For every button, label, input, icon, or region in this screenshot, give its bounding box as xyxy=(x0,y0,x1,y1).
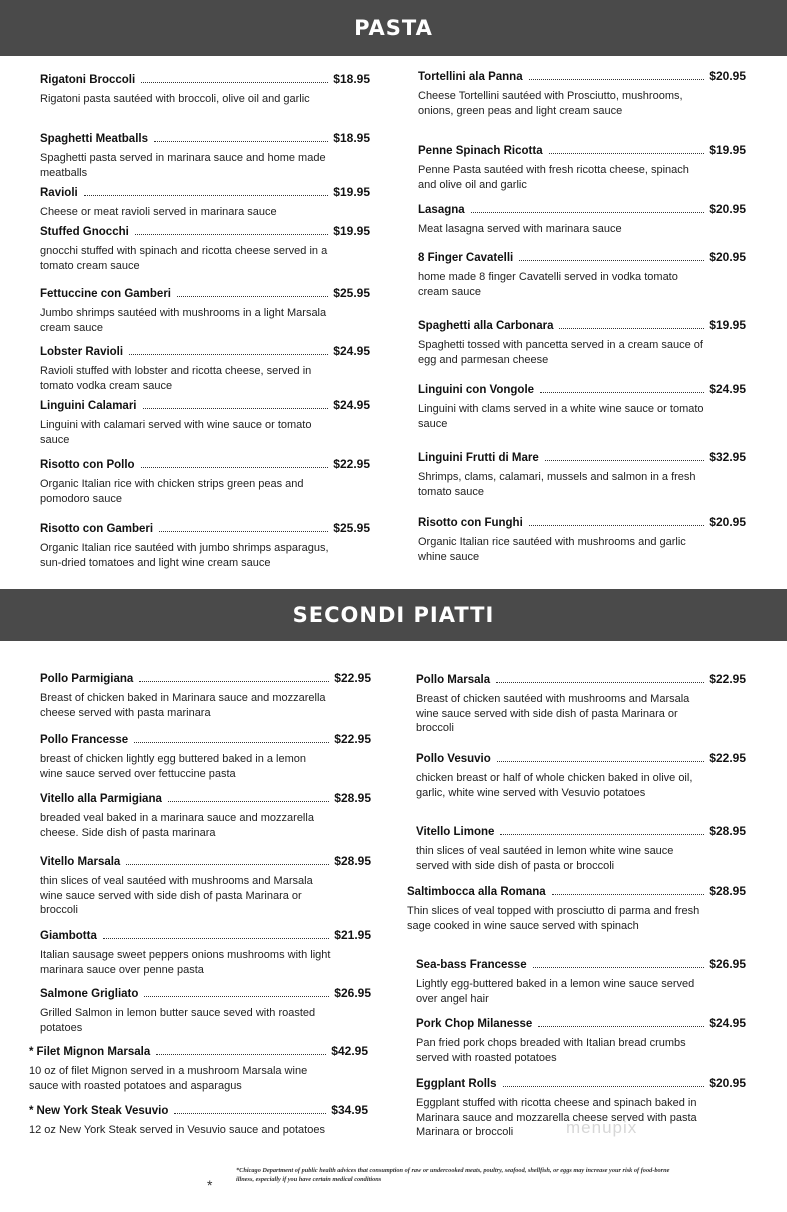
menu-item-price: $20.95 xyxy=(709,250,746,264)
menu-item-price: $24.95 xyxy=(709,1016,746,1030)
dot-leader xyxy=(135,225,328,235)
menu-item-price: $19.95 xyxy=(333,224,370,238)
menu-item-price: $28.95 xyxy=(334,854,371,868)
dot-leader xyxy=(159,522,328,532)
dot-leader xyxy=(134,733,329,743)
dot-leader xyxy=(500,825,704,835)
menu-item-name: Pollo Parmigiana xyxy=(40,673,134,685)
menu-item-description: Penne Pasta sautéed with fresh ricotta cheese, spinach and olive oil and garlic xyxy=(418,164,689,191)
menu-item-name: Linguini Calamari xyxy=(40,400,137,412)
dot-leader xyxy=(549,144,705,154)
dot-leader xyxy=(126,855,329,865)
menu-item xyxy=(40,791,371,840)
menu-item-price: $25.95 xyxy=(333,286,370,300)
menu-item xyxy=(40,224,370,273)
dot-leader xyxy=(552,885,705,895)
dot-leader xyxy=(533,958,705,968)
menu-item-description: Spaghetti tossed with pancetta served in a cream sauce of egg and parmesan cheese xyxy=(418,339,703,366)
menu-item-price: $42.95 xyxy=(331,1044,368,1058)
menu-item xyxy=(29,1044,368,1093)
menu-item-heading xyxy=(40,344,370,358)
menu-item-price: $20.95 xyxy=(709,1076,746,1090)
menu-item xyxy=(418,318,746,367)
menu-item-description: Organic Italian rice sautéed with jumbo shrimps asparagus, sun-dried tomatoes and light wine cream sauce xyxy=(40,542,329,569)
menu-item xyxy=(418,515,746,564)
menu-item xyxy=(416,1016,746,1065)
menu-item-price: $28.95 xyxy=(709,824,746,838)
dot-leader xyxy=(545,451,705,461)
menu-item-name: Risotto con Gamberi xyxy=(40,523,154,535)
dot-leader xyxy=(129,345,328,355)
menu-item xyxy=(416,824,746,873)
menu-item xyxy=(407,884,746,933)
dot-leader xyxy=(143,399,329,409)
raw-advisory-asterisk: * xyxy=(29,1046,34,1058)
menu-item xyxy=(40,854,371,918)
menu-item-price: $22.95 xyxy=(709,751,746,765)
menu-item-name: Risotto con Pollo xyxy=(40,459,135,471)
menu-item-price: $20.95 xyxy=(709,202,746,216)
menu-item-price: $26.95 xyxy=(709,957,746,971)
menu-item-name: 8 Finger Cavatelli xyxy=(418,252,514,264)
dot-leader xyxy=(168,792,329,802)
menu-item-heading xyxy=(418,450,746,464)
menu-item-description: Breast of chicken baked in Marinara sauce and mozzarella cheese served with pasta marinara xyxy=(40,692,326,719)
menu-item-price: $22.95 xyxy=(709,672,746,686)
menu-item-price: $25.95 xyxy=(333,521,370,535)
menu-item xyxy=(40,398,370,447)
menu-item-description: Meat lasagna served with marinara sauce xyxy=(418,223,622,235)
dot-leader xyxy=(519,251,704,261)
menu-item-description: Jumbo shrimps sautéed with mushrooms in a light Marsala cream sauce xyxy=(40,307,327,334)
menu-item-description: Organic Italian rice with chicken strips green peas and pomodoro sauce xyxy=(40,478,304,505)
menu-item-heading xyxy=(418,515,746,529)
menu-item-price: $18.95 xyxy=(333,131,370,145)
menu-item xyxy=(416,957,746,1006)
menu-item-description: Italian sausage sweet peppers onions mushrooms with light marinara sauce over penne pasta xyxy=(40,949,331,976)
menu-item-heading xyxy=(40,986,371,1000)
menu-item-price: $19.95 xyxy=(709,143,746,157)
menu-item xyxy=(416,672,746,736)
dot-leader xyxy=(141,73,328,83)
menu-item-heading xyxy=(416,751,746,765)
menu-item-description: Thin slices of veal topped with prosciutto di parma and fresh sage cooked in wine sauce served with spinach xyxy=(407,905,700,932)
menu-item-name: Lasagna xyxy=(418,204,465,216)
menu-item-price: $28.95 xyxy=(709,884,746,898)
menu-item-name: Giambotta xyxy=(40,930,97,942)
dot-leader xyxy=(144,987,329,997)
menu-item-name: Vitello Marsala xyxy=(40,856,121,868)
menu-item-description: Lightly egg-buttered baked in a lemon wine sauce served over angel hair xyxy=(416,978,695,1005)
menu-item-price: $19.95 xyxy=(333,185,370,199)
menu-item-description: Organic Italian rice sautéed with mushrooms and garlic whine sauce xyxy=(418,536,686,563)
menu-item-description: home made 8 finger Cavatelli served in vodka tomato cream sauce xyxy=(418,271,678,298)
menu-item-name: Vitello alla Parmigiana xyxy=(40,793,162,805)
menu-item-heading xyxy=(29,1103,368,1117)
menu-item-price: $32.95 xyxy=(709,450,746,464)
dot-leader xyxy=(503,1077,705,1087)
menu-item xyxy=(40,732,371,781)
menu-item-price: $20.95 xyxy=(709,69,746,83)
menu-item-name: Linguini con Vongole xyxy=(418,384,535,396)
menu-item-heading xyxy=(40,131,370,145)
menu-item-name: Filet Mignon Marsala xyxy=(36,1046,151,1058)
menu-item-name: Saltimbocca alla Romana xyxy=(407,886,546,898)
menu-item-description: chicken breast or half of whole chicken baked in olive oil, garlic, white wine served with Vesuvio potatoes xyxy=(416,772,693,799)
menu-item-price: $34.95 xyxy=(331,1103,368,1117)
menu-item xyxy=(40,185,370,220)
menu-item-price: $19.95 xyxy=(709,318,746,332)
dot-leader xyxy=(154,132,328,142)
menu-item-name: Fettuccine con Gamberi xyxy=(40,288,172,300)
menu-item xyxy=(40,457,370,506)
menu-item-heading xyxy=(418,69,746,83)
dot-leader xyxy=(156,1045,326,1055)
menu-item-heading xyxy=(416,1076,746,1090)
menu-item-heading xyxy=(40,286,370,300)
menu-item-price: $21.95 xyxy=(334,928,371,942)
menu-item-price: $28.95 xyxy=(334,791,371,805)
menu-item-description: thin slices of veal sautéed in lemon white wine sauce served with side dish of pasta or broccoli xyxy=(416,845,674,872)
dot-leader xyxy=(529,70,705,80)
dot-leader xyxy=(496,673,704,683)
menu-item-description: Linguini with calamari served with wine sauce or tomato sauce xyxy=(40,419,312,446)
menu-item-heading xyxy=(416,957,746,971)
menu-item-heading xyxy=(418,202,746,216)
menu-item-name: Eggplant Rolls xyxy=(416,1078,497,1090)
menu-item-price: $22.95 xyxy=(334,671,371,685)
menu-item-heading xyxy=(40,398,370,412)
pasta-section-title: PASTA xyxy=(354,16,433,40)
menu-item-heading xyxy=(40,854,371,868)
menu-item-heading xyxy=(40,671,371,685)
dot-leader xyxy=(471,203,705,213)
dot-leader xyxy=(559,319,704,329)
menu-item-name: Lobster Ravioli xyxy=(40,346,124,358)
menu-item-description: Pan fried pork chops breaded with Italian bread crumbs served with roasted potatoes xyxy=(416,1037,686,1064)
menu-item xyxy=(418,143,746,192)
menu-item-name: Pork Chop Milanesse xyxy=(416,1018,533,1030)
menu-item-description: Shrimps, clams, calamari, mussels and salmon in a fresh tomato sauce xyxy=(418,471,696,498)
menu-item-price: $18.95 xyxy=(333,72,370,86)
menu-item-name: Risotto con Funghi xyxy=(418,517,523,529)
menu-item-description: breaded veal baked in a marinara sauce and mozzarella cheese. Side dish of pasta marinara xyxy=(40,812,314,839)
menu-item-heading xyxy=(418,143,746,157)
secondi-section-title: SECONDI PIATTI xyxy=(292,603,495,627)
menu-item xyxy=(40,286,370,335)
menu-item xyxy=(40,131,370,180)
menu-item-heading xyxy=(40,791,371,805)
advisory-asterisk: * xyxy=(207,1177,213,1193)
menu-item-name: Rigatoni Broccoli xyxy=(40,74,136,86)
menu-item-heading xyxy=(40,185,370,199)
menu-item-price: $22.95 xyxy=(334,732,371,746)
menu-item xyxy=(416,751,746,800)
menu-item-name: Pollo Vesuvio xyxy=(416,753,491,765)
menu-item-description: thin slices of veal sautéed with mushrooms and Marsala wine sauce served with side dish of pasta Marinara or broccoli xyxy=(40,875,313,916)
menu-item xyxy=(418,202,746,237)
menu-item-description: gnocchi stuffed with spinach and ricotta cheese served in a tomato cream sauce xyxy=(40,245,328,272)
menu-item-heading xyxy=(418,382,746,396)
menu-item-price: $22.95 xyxy=(333,457,370,471)
menu-item-name: Linguini Frutti di Mare xyxy=(418,452,539,464)
menu-item-heading xyxy=(29,1044,368,1058)
menu-item-price: $24.95 xyxy=(709,382,746,396)
menu-item-description: breast of chicken lightly egg buttered baked in a lemon wine sauce served over fettuccine pasta xyxy=(40,753,306,780)
menu-item-heading xyxy=(416,1016,746,1030)
health-advisory-note: *Chicago Department of public health advices that consumption of raw or undercooked meats, poultry, seafood, shellfish, or eggs may increase your risk of food-borne illness, especially if you have certain medical conditions xyxy=(236,1167,670,1183)
menu-item-name: Penne Spinach Ricotta xyxy=(418,145,543,157)
dot-leader xyxy=(177,287,328,297)
menu-item xyxy=(40,344,370,393)
dot-leader xyxy=(139,672,329,682)
dot-leader xyxy=(538,1017,704,1027)
watermark-logo: menupix xyxy=(566,1118,638,1137)
menu-item xyxy=(40,986,371,1035)
menu-item xyxy=(29,1103,368,1138)
menu-item-heading xyxy=(40,521,370,535)
menu-item-price: $24.95 xyxy=(333,398,370,412)
menu-item-name: New York Steak Vesuvio xyxy=(36,1105,169,1117)
menu-item-heading xyxy=(418,318,746,332)
menu-item-name: Sea-bass Francesse xyxy=(416,959,527,971)
menu-item-name: Vitello Limone xyxy=(416,826,495,838)
pasta-section-header xyxy=(0,0,787,56)
menu-item-name: Pollo Francesse xyxy=(40,734,129,746)
menu-item-description: Breast of chicken sautéed with mushrooms and Marsala wine sauce served with side dish of pasta Marinara or broccoli xyxy=(416,693,690,734)
menu-item xyxy=(418,250,746,299)
menu-item-description: Cheese Tortellini sautéed with Prosciutto, mushrooms, onions, green peas and light cream sauce xyxy=(418,90,683,117)
menu-item-heading xyxy=(40,457,370,471)
menu-item-heading xyxy=(416,672,746,686)
menu-item-price: $26.95 xyxy=(334,986,371,1000)
menu-item-heading xyxy=(416,824,746,838)
menu-item-name: Tortellini ala Panna xyxy=(418,71,523,83)
menu-item-heading xyxy=(418,250,746,264)
dot-leader xyxy=(84,186,329,196)
menu-item-description: 12 oz New York Steak served in Vesuvio sauce and potatoes xyxy=(29,1124,325,1136)
menu-item-heading xyxy=(40,732,371,746)
dot-leader xyxy=(497,752,705,762)
menu-item-price: $24.95 xyxy=(333,344,370,358)
menu-item-description: Linguini with clams served in a white wine sauce or tomato sauce xyxy=(418,403,704,430)
menu-item xyxy=(40,928,371,977)
menu-item-name: Spaghetti Meatballs xyxy=(40,133,148,145)
menu-item-description: 10 oz of filet Mignon served in a mushroom Marsala wine sauce with roasted potatoes and asparagus xyxy=(29,1065,308,1092)
dot-leader xyxy=(141,458,329,468)
secondi-section-header xyxy=(0,589,787,641)
menu-item-description: Grilled Salmon in lemon butter sauce seved with roasted potatoes xyxy=(40,1007,316,1034)
menu-item-description: Rigatoni pasta sautéed with broccoli, olive oil and garlic xyxy=(40,93,310,105)
menu-item-price: $20.95 xyxy=(709,515,746,529)
menu-item-name: Ravioli xyxy=(40,187,78,199)
menu-item-name: Spaghetti alla Carbonara xyxy=(418,320,554,332)
menu-item xyxy=(40,72,370,107)
menu-item-description: Spaghetti pasta served in marinara sauce and home made meatballs xyxy=(40,152,326,179)
menu-item xyxy=(418,382,746,431)
menu-item-description: Cheese or meat ravioli served in marinara sauce xyxy=(40,206,277,218)
dot-leader xyxy=(174,1104,326,1114)
menu-item xyxy=(418,69,746,118)
menu-item-heading xyxy=(40,72,370,86)
menu-item-heading xyxy=(407,884,746,898)
dot-leader xyxy=(540,383,704,393)
menu-item-heading xyxy=(40,928,371,942)
dot-leader xyxy=(103,929,329,939)
dot-leader xyxy=(529,516,705,526)
menu-item xyxy=(40,521,370,570)
menu-item-name: Stuffed Gnocchi xyxy=(40,226,129,238)
menu-item-description: Eggplant stuffed with ricotta cheese and spinach baked in Marinara sauce and mozzarella cheese served with pasta Marinara or broccoli xyxy=(416,1097,697,1138)
menu-item xyxy=(40,671,371,720)
menu-item-description: Ravioli stuffed with lobster and ricotta cheese, served in tomato vodka cream sauce xyxy=(40,365,312,392)
menu-item-heading xyxy=(40,224,370,238)
menu-item-name: Pollo Marsala xyxy=(416,674,491,686)
menu-item xyxy=(418,450,746,499)
menu-item-name: Salmone Grigliato xyxy=(40,988,139,1000)
raw-advisory-asterisk: * xyxy=(29,1105,34,1117)
